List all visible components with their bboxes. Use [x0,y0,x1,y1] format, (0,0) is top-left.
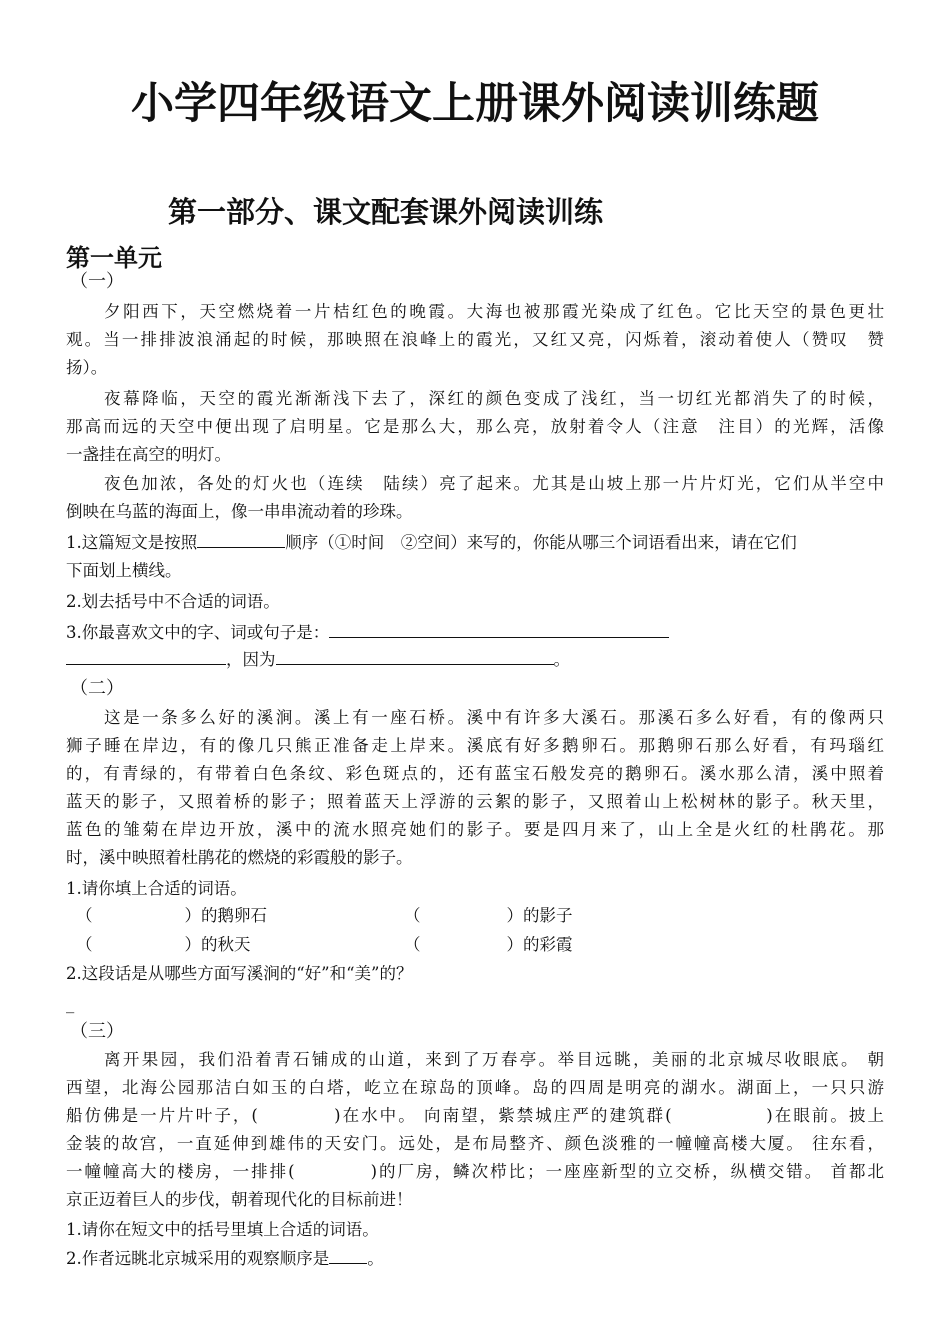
section-2-label: （二） [70,678,124,699]
s3-p-line2: 西望，北海公园那洁白如玉的白塔，屹立在琼岛的顶峰。岛的四周是明亮的湖水。湖面上，一只只游 [66,1078,884,1097]
s1-p2-line2: 那高而远的天空中便出现了启明星。它是那么大，那么亮，放射着令人（注意 注目）的光辉，活像 [66,417,884,436]
s1-q3-blank-1[interactable] [329,619,669,638]
section-1-label: （一） [70,271,124,292]
part-title: 第一部分、课文配套课外阅读训练 [168,195,604,229]
s1-q3-text-c: 。 [553,650,570,669]
s2-p-line5: 蓝色的雏菊在岸边开放，溪中的流水照亮她们的影子。要是四月来了，山上全是火红的杜鹃花。那 [66,820,884,839]
s3-p-line3: 船仿佛是一片片叶子，( )在水中。 向南望，紫禁城庄严的建筑群( )在眼前。披上 [66,1106,884,1125]
s3-question-2 [66,1245,886,1273]
s1-q1-continued: 下面划上横线。 [66,561,182,580]
s2-question-1: 1.请你填上合适的词语。 [66,879,247,898]
s2-fill-1: （ ）的鹅卵石 [76,906,267,925]
s2-p-line1: 这是一条多么好的溪涧。溪上有一座石桥。溪中有许多大溪石。那溪石多么好看，有的像两只 [104,708,884,727]
s1-q1-text-a: 1.这篇短文是按照 [66,533,198,552]
s1-question-2: 2.划去括号中不合适的词语。 [66,592,280,611]
s1-q3-text-a: 3.你最喜欢文中的字、词或句子是： [66,623,330,642]
s1-q3-text-b: ，因为 [226,650,276,669]
s2-fill-4: （ ）的彩霞 [404,935,573,954]
s3-q2-text-b: 。 [367,1249,384,1268]
s1-q1-blank[interactable] [197,529,285,548]
s3-question-1: 1.请你在短文中的括号里填上合适的词语。 [66,1220,379,1239]
document-title: 小学四年级语文上册课外阅读训练题 [131,79,819,129]
s1-q3-blank-3[interactable] [276,646,554,665]
s2-p-line3: 的，有青绿的，有带着白色条纹、彩色斑点的，还有蓝宝石般发亮的鹅卵石。溪水那么清，溪中照着 [66,764,884,783]
s2-p-line6: 时，溪中映照着杜鹃花的燃烧的彩霞般的影子。 [66,848,413,867]
s1-p2-line1: 夜幕降临，天空的霞光渐渐浅下去了，深红的颜色变成了浅红，当一切红光都消失了的时候， [104,389,884,408]
s1-q1-text-b: 顺序（①时间 ②空间）来写的，你能从哪三个词语看出来，请在它们 [285,533,797,552]
s3-p-line5: 一幢幢高大的楼房，一排排( )的厂房，鳞次栉比；一座座新型的立交桥，纵横交错。 首都北 [66,1162,884,1181]
s1-p1-line3: 扬）。 [66,358,108,377]
s3-q2-blank[interactable] [329,1245,367,1264]
s1-p3-line2: 倒映在乌蓝的海面上，像一串串流动着的珍珠。 [66,502,413,521]
s2-p-line4: 蓝天的影子，又照着桥的影子；照着蓝天上浮游的云絮的影子，又照着山上松树林的影子。秋天里， [66,792,884,811]
s1-question-3 [66,619,886,647]
s3-p-line1: 离开果园，我们沿着青石铺成的山道，来到了万春亭。举目远眺，美丽的北京城尽收眼底。 朝 [104,1050,884,1069]
s1-question-3-line2 [66,646,886,674]
s2-question-2: 2.这段话是从哪些方面写溪涧的“好”和“美”的？ [66,964,413,983]
s2-fill-2: （ ）的影子 [404,906,573,925]
s2-answer-dash: _ [66,994,75,1013]
s3-p-line6: 京正迈着巨人的步伐，朝着现代化的目标前进！ [66,1190,413,1209]
s1-p1-line1: 夕阳西下，天空燃烧着一片桔红色的晚霞。大海也被那霞光染成了红色。它比天空的景色更壮 [104,302,884,321]
s1-question-1 [66,529,886,557]
s2-p-line2: 狮子睡在岸边，有的像几只熊正准备走上岸来。溪底有好多鹅卵石。那鹅卵石那么好看，有玛瑙红 [66,736,884,755]
s1-p1-line2: 观。当一排排波浪涌起的时候，那映照在浪峰上的霞光，又红又亮，闪烁着，滚动着使人（赞叹 赞 [66,330,884,349]
s3-p-line4: 金装的故宫，一直延伸到雄伟的天安门。远处，是布局整齐、颜色淡雅的一幢幢高楼大厦。 往东看， [66,1134,884,1153]
section-3-label: （三） [70,1021,124,1042]
s1-p3-line1: 夜色加浓，各处的灯火也（连续 陆续）亮了起来。尤其是山坡上那一片片灯光，它们从半空中 [104,474,884,493]
s1-p2-line3: 一盏挂在高空的明灯。 [66,445,231,464]
s1-q3-blank-2[interactable] [66,646,226,665]
unit-title: 第一单元 [66,244,162,272]
s3-q2-text-a: 2.作者远眺北京城采用的观察顺序是 [66,1249,330,1268]
s2-fill-3: （ ）的秋天 [76,935,251,954]
